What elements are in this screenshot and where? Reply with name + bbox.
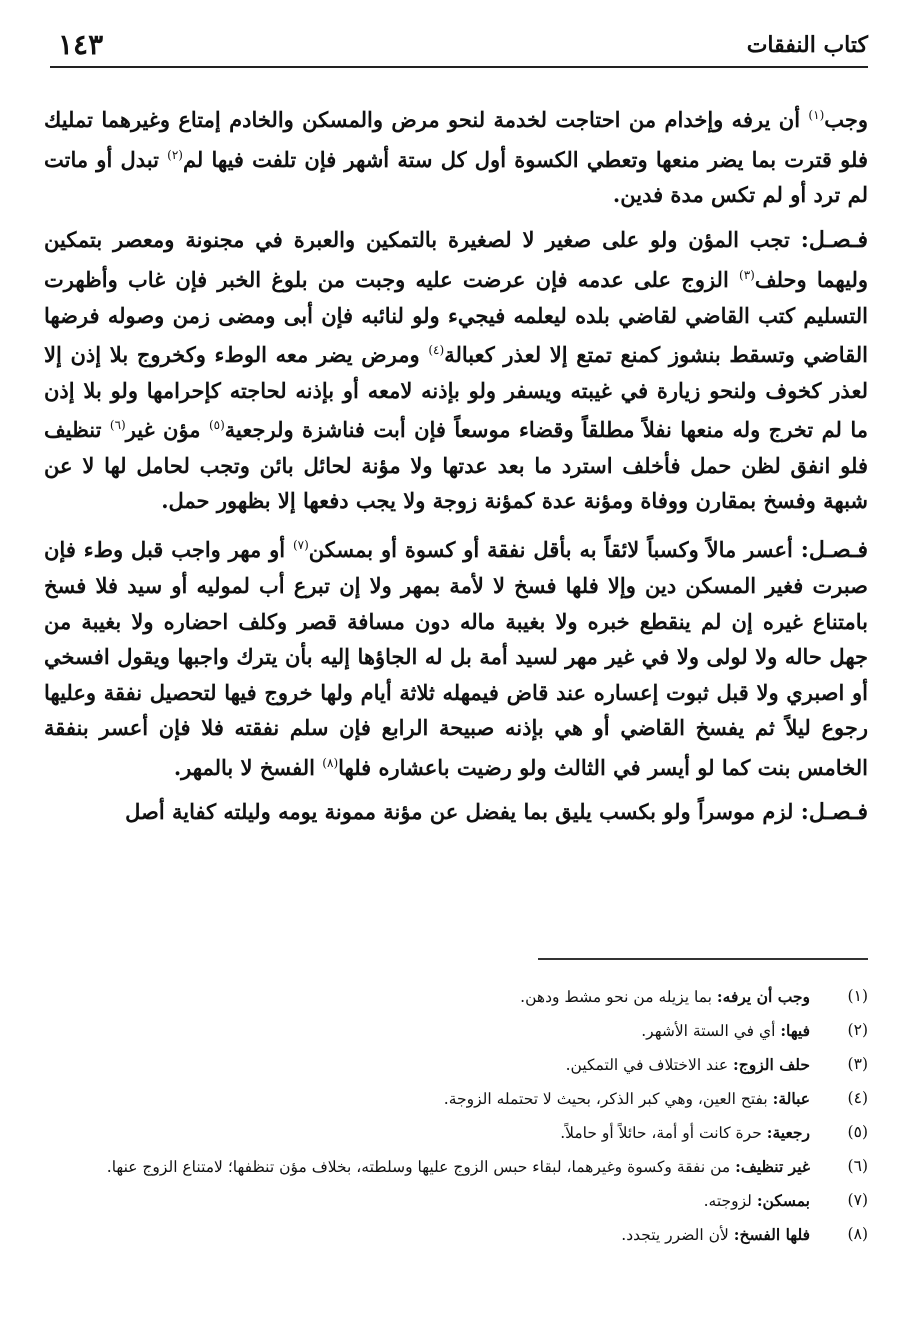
footnote-term: بمسكن: (756, 1191, 810, 1210)
section-label: فـصـل: (800, 536, 869, 563)
running-title: كتاب النفقات (746, 32, 868, 58)
main-text (44, 98, 868, 840)
footnote-item (46, 1082, 868, 1116)
footnote-text (46, 980, 810, 1014)
footnote-number: (٢) (847, 1021, 868, 1039)
footnote-text (46, 1082, 810, 1116)
footnote-text (46, 1116, 810, 1150)
footnote-separator (538, 958, 868, 960)
footnote-body: أي في الستة الأشهر. (641, 1022, 781, 1040)
footnote-ref: (٣) (739, 268, 755, 282)
paragraph-4 (44, 794, 868, 831)
footnote-body: عند الاختلاف في التمكين. (565, 1056, 734, 1074)
footnote-text (46, 1150, 810, 1184)
footnote-term: غير تنظيف: (735, 1157, 810, 1176)
text-run: مؤن غير (125, 417, 209, 442)
footnote-number: (٤) (847, 1089, 868, 1107)
footnote-item (46, 1048, 868, 1082)
text-run: تبدل أو ماتت لم ترد أو لم تكس مدة فدين. (44, 146, 868, 207)
footnote-item (46, 1116, 868, 1150)
footnotes (46, 980, 868, 1252)
footnote-item (46, 1218, 868, 1252)
footnote-number: (٣) (847, 1055, 868, 1073)
text-run: الزوج على عدمه فإن عرضت عليه وجبت من بلوغ الخبر فإن غاب وأظهرت التسليم كتب القاضي لقاضي بلده ليعلمه فيجيء ولو لنائبه فإن أبى ومضى زمن وصوله فرضها القاضي وتسقط بنشوز كمنع تمتع إلا لعذر كعبالة (44, 267, 868, 367)
paragraph-3 (44, 528, 868, 786)
paragraph-1 (44, 98, 868, 213)
header-rule (50, 66, 868, 68)
footnote-text (46, 1184, 810, 1218)
footnote-text (46, 1048, 810, 1082)
text-run: تجب المؤن ولو على صغير لا لصغيرة بالتمكين والعبرة في مجنونة ومعصر بتمكين وليهما وحلف (44, 226, 868, 292)
text-run: لزم موسراً ولو بكسب يليق بما يفضل عن مؤنة ممونة يومه وليلته كفاية أصل (125, 799, 801, 824)
text-run: ومرض يضر معه الوطء وكخروج بلا إذن إلا لعذر كخوف ولنحو زيارة في غيبته ويسفر ولو بإذنه لامعه أو بإذنه لحاجته كإحرامها ولو بلا إذن ما لم تخرج وله منعها نفلاً مطلقاً وقضاء موسعاً فإن أبت فناشزة ولرجعية (44, 342, 869, 442)
page-header (40, 20, 870, 70)
footnote-ref: (٥) (208, 418, 225, 432)
footnote-item (46, 1014, 868, 1048)
section-label: فـصـل: (800, 799, 868, 825)
footnote-body: من نفقة وكسوة وغيرهما، لبقاء حبس الزوج عليها وسلطته، بخلاف مؤن تنظفها؛ لامتناع الزوج عنها. (106, 1158, 736, 1176)
footnote-item (46, 980, 868, 1014)
footnote-ref: (١) (808, 108, 825, 122)
footnote-term: وجب أن يرفه: (716, 987, 810, 1006)
footnote-term: فلها الفسخ: (733, 1225, 810, 1244)
footnote-body: بما يزيله من نحو مشط ودهن. (520, 988, 717, 1006)
footnote-text (46, 1218, 810, 1252)
text-run: تنظيف فلو انفق لظن حمل فأخلف استرد ما بعد عدتها ولا مؤنة لحائل بائن وتجب لحامل لها لا عن شبهة وفسخ بمقارن ووفاة ومؤنة عدة كمؤنة زوجة ولا يجب دفعها إلا بظهور حمل. (44, 417, 868, 513)
text-run: أو مهر واجب قبل وطء فإن صبرت فغير المسكن دين وإلا فلها فسخ لا لأمة بمهر ولا إن تبرع أب لموليه أو سيد فلا فسخ بامتناع غيره إن لم ينقطع خبره ولا بغيبة ماله دون مسافة قصر وكلف احضاره ولا بغيبة من جهل حاله ولا لولى ولا في غير مهر لسيد أمة بل له الجاؤها إليه بأن يترك واجبها ويقول افسخي أو اصبري ولا قبل ثبوت إعساره عند قاض فيمهله ثلاثة أيام ولها خروج فيها لتحصيل نفقة وعليها رجوع ليلاً ثم يفسخ القاضي أو هي بإذنه صبيحة الرابع فإن سلم نفقته فلا فإن أعسر بنفقة الخامس بنت كما لو أيسر في الثالث ولو رضيت باعشاره فلها (44, 536, 868, 780)
footnote-item (46, 1184, 868, 1218)
text-run: أعسر مالاً وكسباً لائقاً به بأقل نفقة أو كسوة أو بمسكن (308, 536, 801, 562)
footnote-item (46, 1150, 868, 1184)
paragraph-2 (44, 222, 868, 519)
text-run: أن يرفه وإخدام من احتاجت لخدمة لنحو مرض والمسكن والخادم إمتاع وغيرهما تمليك فلو قترت بما يضر منعها وتعطي الكسوة أول كل ستة أشهر فإن تلفت فيها لم (44, 107, 869, 172)
text-run: وجب (824, 107, 868, 132)
footnote-number: (١) (847, 987, 868, 1005)
footnote-term: حلف الزوج: (733, 1055, 810, 1074)
text-run: الفسخ لا بالمهر. (173, 754, 323, 780)
footnote-number: (٧) (847, 1191, 868, 1209)
footnote-term: رجعية: (766, 1123, 810, 1142)
footnote-ref: (٨) (322, 755, 339, 770)
footnote-number: (٦) (847, 1157, 868, 1175)
footnote-ref: (٦) (109, 418, 126, 432)
footnote-body: لأن الضرر يتجدد. (621, 1226, 734, 1244)
footnote-ref: (٤) (428, 343, 445, 357)
footnote-body: حرة كانت أو أمة، حائلاً أو حاملاً. (560, 1124, 767, 1142)
footnote-body: لزوجته. (703, 1192, 757, 1210)
footnote-body: بفتح العين، وهي كبر الذكر، بحيث لا تحتمله الزوجة. (443, 1090, 773, 1108)
footnote-number: (٨) (847, 1225, 868, 1243)
footnote-term: عبالة: (772, 1089, 810, 1108)
page-number: ١٤٣ (58, 28, 104, 61)
footnote-ref: (٢) (167, 147, 183, 162)
footnote-ref: (٧) (292, 537, 309, 552)
footnote-number: (٥) (847, 1123, 868, 1141)
footnote-text (46, 1014, 810, 1048)
section-label: فـصـل: (800, 226, 868, 253)
footnote-term: فيها: (780, 1021, 810, 1040)
